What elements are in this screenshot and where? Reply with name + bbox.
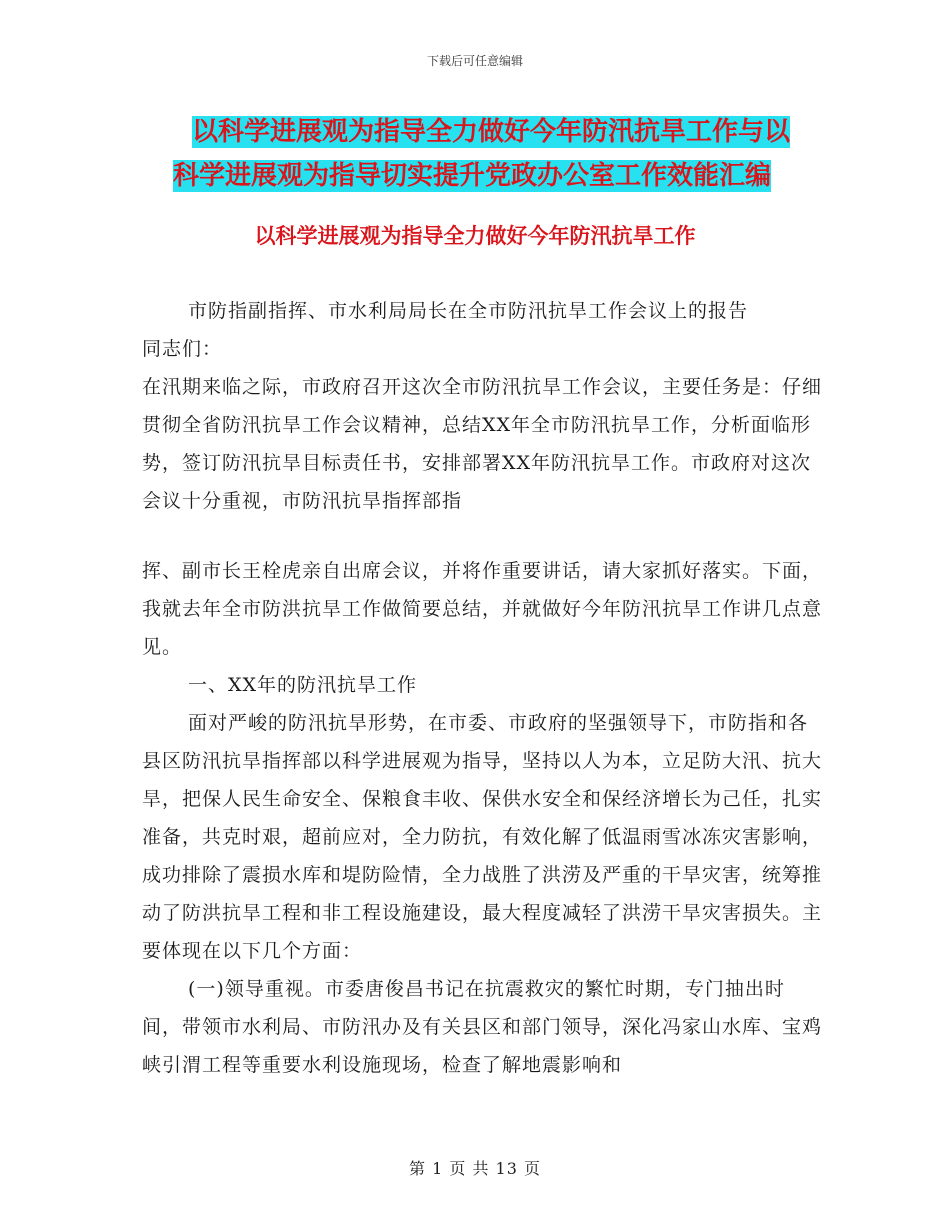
header-note: 下载后可任意编辑 (426, 54, 523, 68)
paragraph: 面对严峻的防汛抗旱形势，在市委、市政府的坚强领导下，市防指和各县区防汛抗旱指挥部以科学进展观为指导，坚持以人为本，立足防大汛、抗大旱，把保人民生命安全、保粮食丰收、保供水安全和保经济增长为己任，扎实准备，共克时艰，超前应对，全力防抗，有效化解了低温雨雪冰冻灾害影响，成功排除了震损水库和堤防险情，全力战胜了洪涝及严重的干旱灾害，统筹推动了防洪抗旱工程和非工程设施建设，最大程度减轻了洪涝干旱灾害损失。主要体现在以下几个方面： (142, 712, 823, 962)
page-footer: 第 1 页 共 13 页 (409, 1159, 541, 1178)
section-title: 以科学进展观为指导全力做好今年防汛抗旱工作 (254, 224, 696, 248)
paragraph: 挥、副市长王栓虎亲自出席会议，并将作重要讲话，请大家抓好落实。下面，我就去年全市防洪抗旱工作做简要总结，并就做好今年防汛抗旱工作讲几点意见。 (142, 560, 823, 658)
report-heading: 市防指副指挥、市水利局局长在全市防汛抗旱工作会议上的报告 (188, 300, 749, 322)
title-line-2: 科学进展观为指导切实提升党政办公室工作效能汇编 (173, 161, 772, 191)
salutation: 同志们： (142, 338, 223, 360)
title-line-1: 以科学进展观为指导全力做好今年防汛抗旱工作与以 (192, 117, 791, 147)
body-block-1 (142, 292, 822, 520)
section-heading: 一、XX年的防汛抗旱工作 (188, 674, 418, 696)
paragraph: 在汛期来临之际，市政府召开这次全市防汛抗旱工作会议，主要任务是：仔细贯彻全省防汛抗旱工作会议精神，总结XX年全市防汛抗旱工作，分析面临形势，签订防汛抗旱目标责任书，安排部署XX年防汛抗旱工作。市政府对这次会议十分重视，市防汛抗旱指挥部指 (142, 376, 823, 512)
paragraph: (一)领导重视。市委唐俊昌书记在抗震救灾的繁忙时期，专门抽出时间，带领市水利局、市防汛办及有关县区和部门领导，深化冯家山水库、宝鸡峡引渭工程等重要水利设施现场，检查了解地震影响和 (142, 978, 823, 1076)
body-block-2 (142, 552, 822, 1084)
document-title (140, 110, 820, 198)
